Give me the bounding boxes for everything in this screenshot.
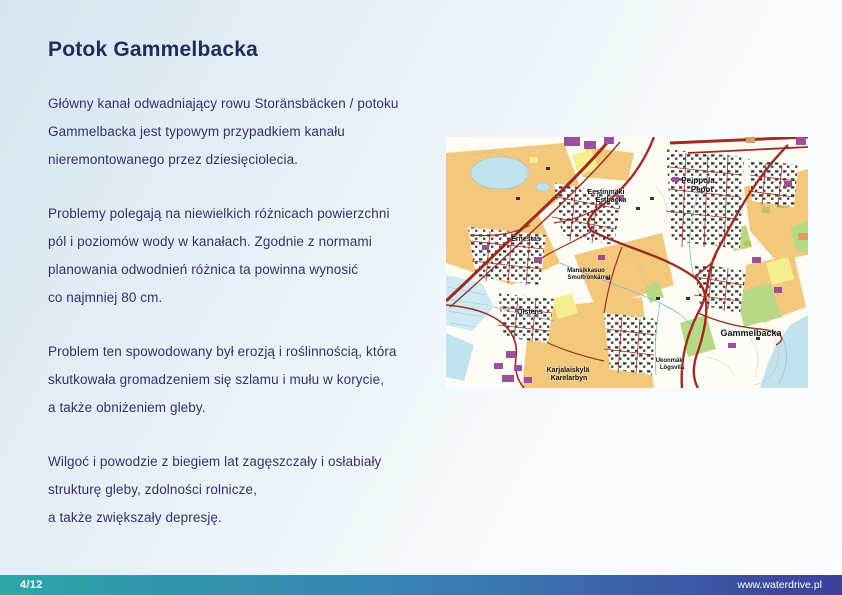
- map-label: Karelarbyn: [550, 375, 588, 382]
- map-label: Eestinmäki: [587, 189, 625, 196]
- text-line: planowania odwodnień różnica ta powinna wynosić: [48, 262, 359, 277]
- text-line: Problemy polegają na niewielkich różnicach powierzchni: [48, 206, 390, 221]
- map-label: Estbacka: [595, 197, 627, 204]
- map-label: Ukonmäki: [655, 358, 685, 364]
- page-title: Potok Gammelbacka: [48, 38, 258, 61]
- text-line: Problem ten spowodowany był erozją i roślinnością, która: [48, 344, 397, 359]
- text-line: Gammelbacka jest typowym przypadkiem kanału: [48, 124, 345, 139]
- map-label: Peippola: [681, 176, 715, 185]
- text-line: nieremontowanego przez dziesięciolecia.: [48, 152, 299, 167]
- text-line: Wilgoć i powodzie z biegiem lat zagęszczały i osłabiały: [48, 454, 382, 469]
- map-label: Gammelbacka: [720, 328, 782, 338]
- map-label: Smultronkärret: [567, 275, 611, 281]
- paragraph: [48, 448, 450, 532]
- map-graphic: [446, 137, 808, 388]
- map-label: Ölstens: [517, 309, 543, 316]
- paragraph: [48, 200, 450, 312]
- text-line: skutkowała gromadzeniem się szlamu i mułu w korycie,: [48, 372, 385, 387]
- text-line: pól i poziomów wody w kanałach. Zgodnie z normami: [48, 234, 372, 249]
- map-label: Ernestas: [511, 236, 541, 243]
- paragraph: [48, 338, 450, 422]
- text-column: [48, 36, 450, 558]
- page-number: 4/12: [20, 579, 43, 591]
- map-image: [446, 137, 808, 388]
- website-link[interactable]: www.waterdrive.pl: [737, 579, 822, 591]
- text-line: a także obniżeniem gleby.: [48, 400, 206, 415]
- paragraph: [48, 90, 450, 174]
- map-label: Lögsvila: [659, 365, 685, 371]
- text-line: co najmniej 80 cm.: [48, 290, 163, 305]
- footer-bar: [0, 575, 842, 595]
- map-label: Pepot: [690, 185, 714, 194]
- text-line: strukturę gleby, zdolności rolnicze,: [48, 482, 257, 497]
- map-label: Karjalaiskylä: [546, 367, 590, 374]
- text-line: Główny kanał odwadniający rowu Storänsbäcken / potoku: [48, 96, 399, 111]
- map-label: Mansikkasuo: [567, 268, 605, 274]
- text-line: a także zwiększały depresję.: [48, 510, 222, 525]
